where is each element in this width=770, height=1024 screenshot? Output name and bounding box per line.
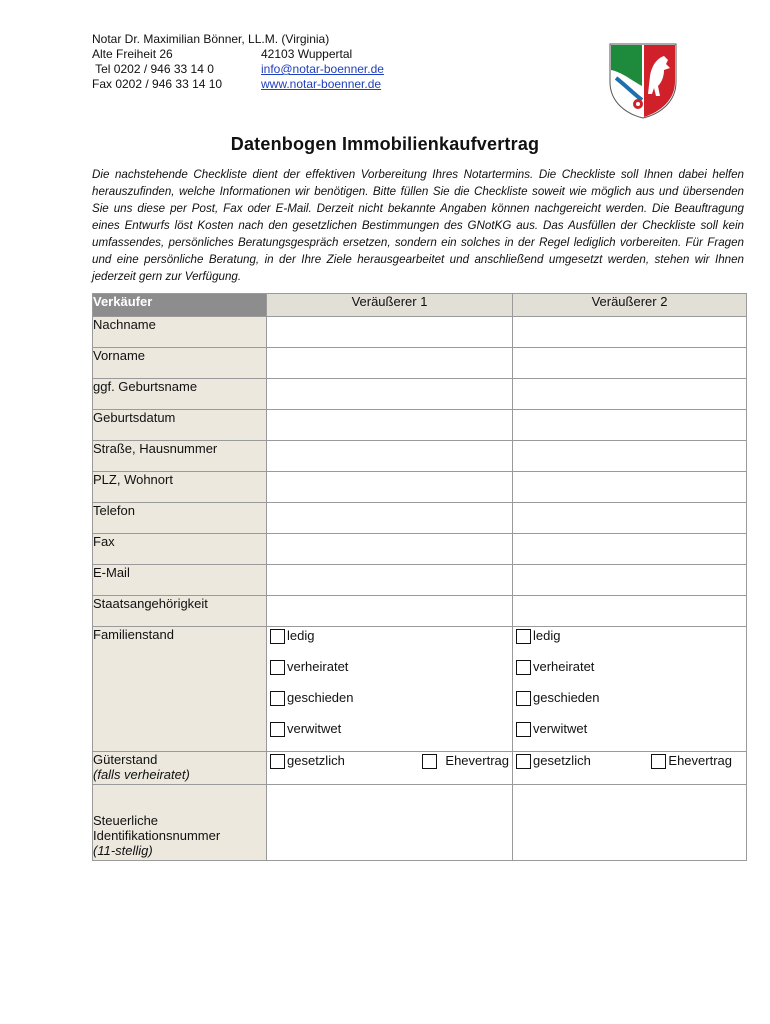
checkbox-ehevertrag-2[interactable] <box>651 754 666 769</box>
option-ledig-2[interactable] <box>513 627 746 658</box>
field-label-nachname: Nachname <box>93 317 267 348</box>
field-label-fax: Fax <box>93 534 267 565</box>
page-title: Datenbogen Immobilienkaufvertrag <box>230 134 540 154</box>
checkbox-verheiratet-2[interactable] <box>516 660 531 675</box>
label-verwitwet-1: verwitwet <box>287 721 342 736</box>
seller-data-table <box>92 293 747 861</box>
letterhead <box>92 32 384 92</box>
column-header-veraeusserer-1: Veräußerer 1 <box>267 294 513 317</box>
field-label-staatsangehoerigkeit: Staatsangehörigkeit <box>93 596 267 627</box>
input-geburtsdatum-2[interactable] <box>513 410 747 441</box>
input-telefon-1[interactable] <box>267 503 513 534</box>
notary-fax: Fax 0202 / 946 33 14 10 <box>92 77 223 91</box>
gueterstand-label: Güterstand <box>93 752 158 767</box>
gueterstand-sublabel: (falls verheiratet) <box>93 767 190 782</box>
checkbox-verwitwet-2[interactable] <box>516 722 531 737</box>
notary-name: Notar Dr. Maximilian Bönner, LL.M. (Virginia) <box>92 32 330 46</box>
checkbox-ledig-2[interactable] <box>516 629 531 644</box>
column-header-veraeusserer-2: Veräußerer 2 <box>513 294 747 317</box>
field-label-familienstand: Familienstand <box>93 627 267 752</box>
input-steuer-id-1[interactable] <box>267 785 513 861</box>
notary-website-link[interactable]: www.notar-boenner.de <box>261 77 382 91</box>
gueterstand-options-1 <box>267 752 513 785</box>
input-email-1[interactable] <box>267 565 513 596</box>
notary-street: Alte Freiheit 26 <box>92 47 173 61</box>
input-vorname-2[interactable] <box>513 348 747 379</box>
steuer-id-sublabel: (11-stellig) <box>93 843 153 858</box>
option-verheiratet-2[interactable] <box>513 658 746 689</box>
familienstand-options-1 <box>267 627 513 752</box>
option-geschieden-2[interactable] <box>513 689 746 720</box>
intro-text: Die nachstehende Checkliste dient der effektiven Vorbereitung Ihres Notartermins. Die Checkliste soll Ihnen dabei helfen herauszufinden, welche Informationen wir benötigen. Bitte füllen Sie die Checkliste soweit wie möglich aus und übersenden Sie uns diese per Post, Fax oder E-Mail. Derzeit nicht bekannte Angaben können nachgereicht werden. Die Beauftragung eines Entwurfs löst Kosten nach den gesetzlichen Bestimmungen des GNotKG aus. Das Ausfüllen der Checkliste soll kein umfassendes, persönliches Beratungsgespräch ersetzen, sondern ein solches in der Regel lediglich vorbereiten. Für Fragen und eine persönliche Beratung, in der Ihre Ziele herausgearbeitet und anschließend umgesetzt werden, stehen wir Ihnen jederzeit gern zur Verfügung. <box>92 168 744 283</box>
input-nachname-1[interactable] <box>267 317 513 348</box>
label-verheiratet-2: verheiratet <box>533 659 595 674</box>
checkbox-geschieden-2[interactable] <box>516 691 531 706</box>
input-staatsangehoerigkeit-1[interactable] <box>267 596 513 627</box>
option-ledig-1[interactable] <box>267 627 512 658</box>
nrw-coat-of-arms-icon <box>608 42 678 120</box>
field-label-geburtsname: ggf. Geburtsname <box>93 379 267 410</box>
input-plz-wohnort-1[interactable] <box>267 472 513 503</box>
checkbox-verheiratet-1[interactable] <box>270 660 285 675</box>
input-plz-wohnort-2[interactable] <box>513 472 747 503</box>
label-verwitwet-2: verwitwet <box>533 721 588 736</box>
option-verwitwet-2[interactable] <box>513 720 746 751</box>
section-header-verkaeufer: Verkäufer <box>93 294 267 317</box>
input-geburtsdatum-1[interactable] <box>267 410 513 441</box>
input-steuer-id-2[interactable] <box>513 785 747 861</box>
checkbox-verwitwet-1[interactable] <box>270 722 285 737</box>
label-verheiratet-1: verheiratet <box>287 659 349 674</box>
input-geburtsname-1[interactable] <box>267 379 513 410</box>
checkbox-gesetzlich-2[interactable] <box>516 754 531 769</box>
field-label-gueterstand <box>93 752 267 785</box>
notary-city: 42103 Wuppertal <box>261 47 353 61</box>
field-label-plz-wohnort: PLZ, Wohnort <box>93 472 267 503</box>
input-geburtsname-2[interactable] <box>513 379 747 410</box>
label-geschieden-1: geschieden <box>287 690 354 705</box>
checkbox-ledig-1[interactable] <box>270 629 285 644</box>
option-verheiratet-1[interactable] <box>267 658 512 689</box>
input-nachname-2[interactable] <box>513 317 747 348</box>
input-telefon-2[interactable] <box>513 503 747 534</box>
field-label-geburtsdatum: Geburtsdatum <box>93 410 267 441</box>
input-fax-1[interactable] <box>267 534 513 565</box>
label-gesetzlich-1: gesetzlich <box>287 753 345 768</box>
input-strasse-2[interactable] <box>513 441 747 472</box>
option-verwitwet-1[interactable] <box>267 720 512 751</box>
label-ehevertrag-2: Ehevertrag <box>668 753 732 768</box>
label-gesetzlich-2: gesetzlich <box>533 753 591 768</box>
familienstand-options-2 <box>513 627 747 752</box>
option-geschieden-1[interactable] <box>267 689 512 720</box>
input-strasse-1[interactable] <box>267 441 513 472</box>
input-vorname-1[interactable] <box>267 348 513 379</box>
label-ledig-2: ledig <box>533 628 561 643</box>
field-label-email: E-Mail <box>93 565 267 596</box>
field-label-steuer-id <box>93 785 267 861</box>
field-label-strasse: Straße, Hausnummer <box>93 441 267 472</box>
notary-email-link[interactable]: info@notar-boenner.de <box>261 62 384 76</box>
checkbox-geschieden-1[interactable] <box>270 691 285 706</box>
checkbox-gesetzlich-1[interactable] <box>270 754 285 769</box>
input-staatsangehoerigkeit-2[interactable] <box>513 596 747 627</box>
input-fax-2[interactable] <box>513 534 747 565</box>
field-label-vorname: Vorname <box>93 348 267 379</box>
steuer-id-label: Steuerliche Identifikationsnummer <box>93 813 221 843</box>
label-ledig-1: ledig <box>287 628 315 643</box>
label-ehevertrag-1: Ehevertrag <box>445 753 509 768</box>
checkbox-ehevertrag-1[interactable] <box>422 754 437 769</box>
notary-phone: Tel 0202 / 946 33 14 0 <box>92 62 214 76</box>
label-geschieden-2: geschieden <box>533 690 600 705</box>
field-label-telefon: Telefon <box>93 503 267 534</box>
gueterstand-options-2 <box>513 752 747 785</box>
input-email-2[interactable] <box>513 565 747 596</box>
